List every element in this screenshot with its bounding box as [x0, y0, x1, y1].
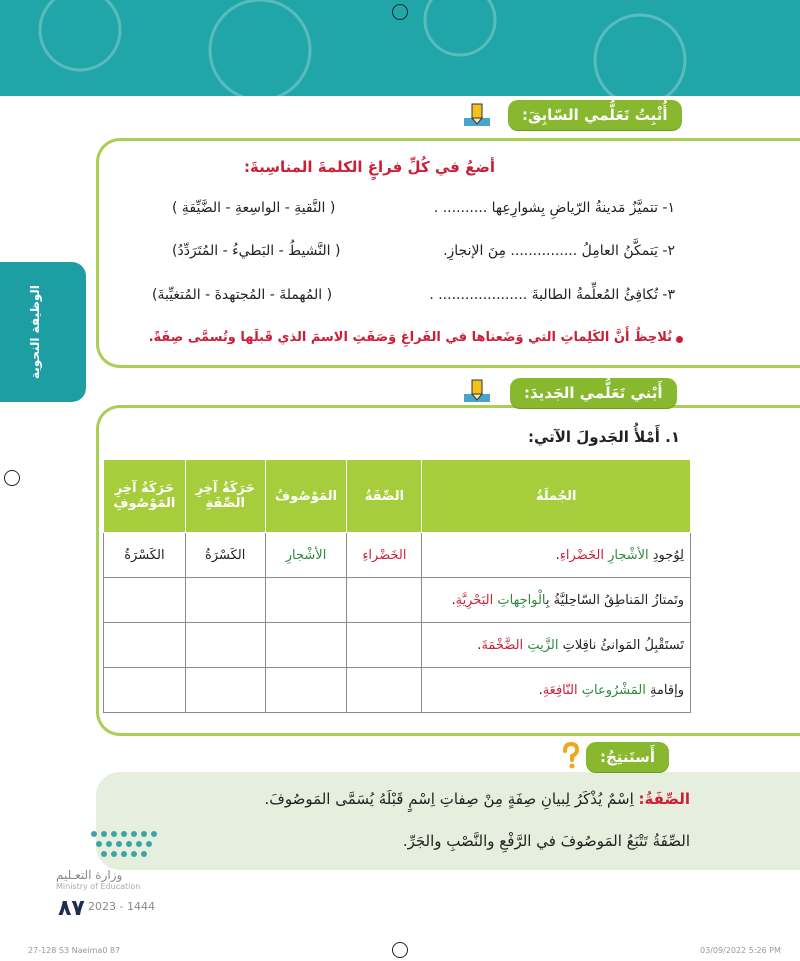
adjective-table [103, 459, 691, 713]
adjective-cell[interactable]: الخَضْراءِ [347, 533, 422, 578]
section-title-new-learning: أَبْني تَعَلُّمي الجَديدَ: [510, 378, 677, 408]
table-row [104, 533, 691, 578]
conclusion-box [96, 772, 800, 870]
table-row [104, 623, 691, 668]
exercise-line-2: ٢- يَتمكَّنُ العامِلُ ............... مِنَ الإنجازِ. [443, 243, 675, 259]
section-title-conclude: أَستَنتِجُ: [586, 742, 669, 772]
described-cell[interactable]: الأشْجارِ [265, 533, 347, 578]
table-row [104, 578, 691, 623]
header-described-ending: حَرَكَةُ آخِرِ المَوْصُوفِ [104, 460, 186, 533]
described-word: المَشْرُوعاتِ [581, 682, 646, 698]
sentence-text: تَستَقْبِلُ المَوانئُ ناقِلاتِ [558, 637, 684, 653]
sentence-cell [422, 533, 691, 578]
observation-note: نُلاحِظُ أَنَّ الكَلِماتِ التي وَضَعناها في الفَراغِ وَصَفَتِ الاسمَ الذي قَبلَها وتُسمَّى صِفَةً. [148, 330, 672, 345]
sentence-end: . [538, 682, 543, 698]
described-ending-cell[interactable] [104, 623, 186, 668]
adjective-word: النّافِعَةِ [542, 682, 578, 698]
section-title-prior-learning: أُثْبِتُ تَعَلُّمي السّابِقَ: [508, 100, 682, 130]
adjective-word: الخَضْراءِ [559, 547, 604, 563]
table-instruction: ١. أَمْلأُ الجَدولَ الآتي: [527, 428, 680, 446]
described-word: الزَّيتِ [527, 637, 559, 653]
sentence-cell [422, 668, 691, 713]
exercise-options-2: ( النَّشيطُ - البَطيءُ - المُتَرَدِّدُ) [172, 243, 341, 259]
described-cell[interactable] [265, 623, 347, 668]
described-word: الأشْجارِ [608, 547, 649, 563]
adjective-ending-cell[interactable]: الكَسْرَةُ [185, 533, 265, 578]
print-slug: 27-128 S3 Naeima0 87 [28, 946, 121, 955]
side-tab-label: الوظيفة النحوية [28, 285, 42, 379]
described-ending-cell[interactable] [104, 668, 186, 713]
exercise-options-3: ( المُهملةَ - المُجتهدةَ - المُتغيِّبةَ) [152, 287, 333, 303]
exercise-options-1: ( النَّقيةِ - الواسِعةِ - الضَّيِّقةِ ) [172, 200, 336, 216]
adjective-cell[interactable] [347, 623, 422, 668]
adjective-cell[interactable] [347, 578, 422, 623]
sentence-end: . [477, 637, 482, 653]
exercise-line-3: ٣- تُكافِئُ المُعلِّمةُ الطالبةَ .................... . [429, 287, 675, 303]
sentence-text: لِوُجودِ [648, 547, 684, 563]
page-number: ٨٧ [58, 896, 85, 921]
adjective-word: البَحْرِيَّةِ [455, 592, 494, 608]
definition-term: الصِّفَةُ: [638, 790, 690, 808]
described-ending-cell[interactable] [104, 578, 186, 623]
described-cell[interactable] [265, 668, 347, 713]
pencil-icon [462, 102, 492, 128]
edition-year: 2023 - 1444 [88, 900, 155, 913]
print-date: 03/09/2022 5:26 PM [700, 946, 781, 955]
adjective-ending-cell[interactable] [185, 668, 265, 713]
registration-mark-icon [392, 4, 408, 20]
described-cell[interactable] [265, 578, 347, 623]
definition-text: اِسْمٌ يُذْكَرُ لِبيانِ صِفَةٍ مِنْ صِفاتِ اِسْمٍ قَبْلَهُ يُسَمَّى المَوصُوفَ. [264, 790, 639, 808]
described-ending-cell[interactable]: الكَسْرَةُ [104, 533, 186, 578]
adjective-ending-cell[interactable] [185, 578, 265, 623]
header-adjective-ending: حَرَكَةُ آخِرِ الصِّفَةِ [185, 460, 265, 533]
table-row [104, 668, 691, 713]
adjective-cell[interactable] [347, 668, 422, 713]
header-sentence: الجُملَةُ [422, 460, 691, 533]
bullet-dot [676, 336, 683, 343]
ministry-name-en: Ministry of Education [56, 882, 141, 891]
sentence-cell [422, 578, 691, 623]
header-adjective: الصِّفَةُ [347, 460, 422, 533]
exercise-line-1: ١- تتميَّزُ مَدينةُ الرّياضِ بِشوارِعِها .......... . [433, 200, 675, 216]
ministry-name: وزارة التعـليم [56, 868, 123, 882]
adjective-word: الضَّخْمَةَ [481, 637, 524, 653]
question-mark-icon [560, 742, 582, 770]
registration-mark-icon [4, 470, 20, 486]
sentence-text: وإقامةِ [645, 682, 684, 698]
agreement-rule: الصِّفَةُ تَتْبَعُ المَوصُوفَ في الرَّفْعِ والنَّصْبِ والجَرِّ. [402, 832, 690, 850]
sentence-cell [422, 623, 691, 668]
adjective-ending-cell[interactable] [185, 623, 265, 668]
registration-mark-icon [392, 942, 408, 958]
pencil-icon [462, 378, 492, 404]
sentence-text: وتَمتازُ المَناطِقُ السّاحِليَّةُ بِ [545, 592, 684, 608]
header-described: المَوْصُوفُ [265, 460, 347, 533]
ministry-logo-icon [86, 826, 164, 862]
side-tab [0, 262, 86, 402]
sentence-end: . [555, 547, 560, 563]
definition-line [265, 790, 690, 808]
described-word: الْواجِهاتِ [497, 592, 546, 608]
exercise-instruction: أضعُ في كُلِّ فراغٍ الكلمةَ المناسِبةَ: [244, 158, 495, 176]
sentence-end: . [451, 592, 456, 608]
